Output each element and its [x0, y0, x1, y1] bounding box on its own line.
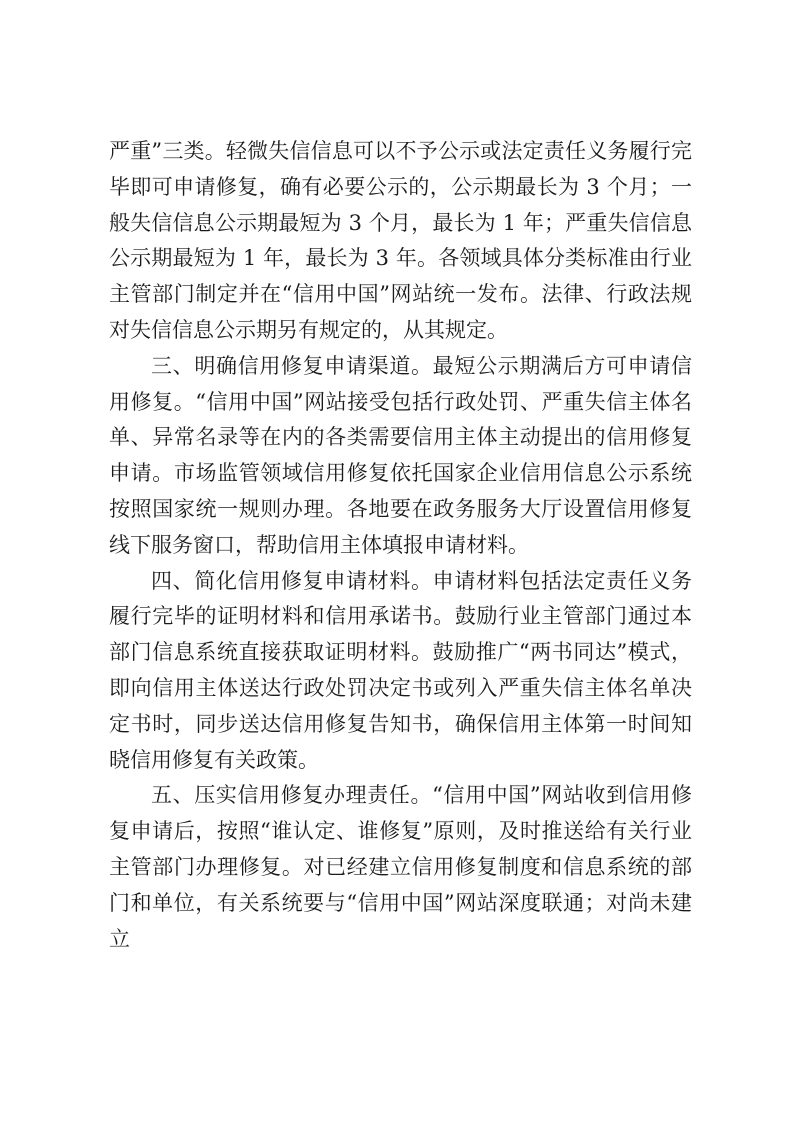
paragraph-section-three: 三、明确信用修复申请渠道。最短公示期满后方可申请信用修复。“信用中国”网站接受包括行政处罚、严重失信主体名单、异常名录等在内的各类需要信用主体主动提出的信用修复申请。市场监管领域信用修复依托国家企业信用信息公示系统按照国家统一规则办理。各地要在政务服务大厅设置信用修复线下服务窗口，帮助信用主体填报申请材料。: [109, 353, 692, 557]
paragraph-section-four: 四、简化信用修复申请材料。申请材料包括法定责任义务履行完毕的证明材料和信用承诺书。鼓励行业主管部门通过本部门信息系统直接获取证明材料。鼓励推广“两书同达”模式，即向信用主体送达行政处罚决定书或列入严重失信主体名单决定书时，同步送达信用修复告知书，确保信用主体第一时间知晓信用修复有关政策。: [109, 568, 692, 772]
document-body: [109, 134, 692, 957]
paragraph-continuation: 严重”三类。轻微失信信息可以不予公示或法定责任义务履行完毕即可申请修复，确有必要公示的，公示期最长为 3 个月；一般失信信息公示期最短为 3 个月，最长为 1 年；严重失信信息公示期最短为 1 年，最长为 3 年。各领域具体分类标准由行业主管部门制定并在“信用中国”网站统一发布。法律、行政法规对失信信息公示期另有规定的，从其规定。: [109, 139, 692, 342]
paragraph-section-five: 五、压实信用修复办理责任。“信用中国”网站收到信用修复申请后，按照“谁认定、谁修复”原则，及时推送给有关行业主管部门办理修复。对已经建立信用修复制度和信息系统的部门和单位，有关系统要与“信用中国”网站深度联通；对尚未建立: [109, 783, 692, 951]
